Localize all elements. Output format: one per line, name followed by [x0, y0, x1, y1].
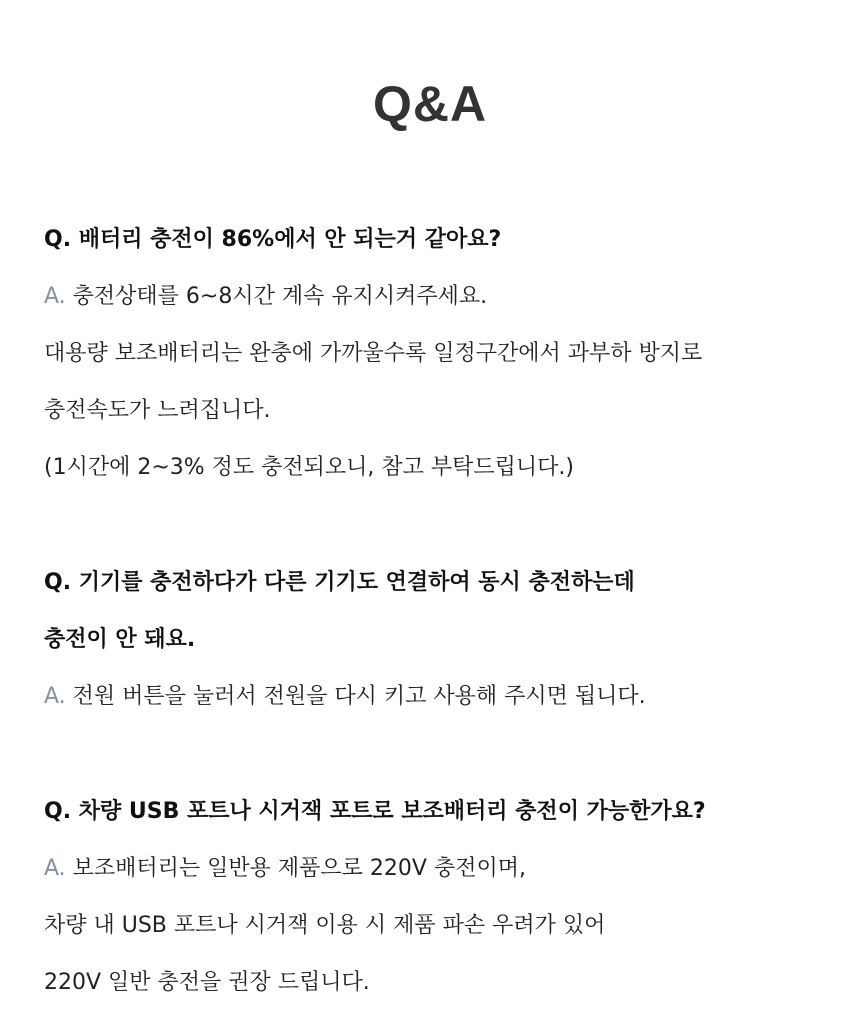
answer-text: 220V 일반 충전을 권장 드립니다.	[44, 970, 370, 995]
answer-prefix: A.	[44, 856, 66, 881]
answer-text: 전원 버튼을 눌러서 전원을 다시 키고 사용해 주시면 됩니다.	[72, 684, 646, 709]
answer-text: 충전상태를 6~8시간 계속 유지시켜주세요.	[72, 284, 488, 309]
question-text: 충전이 안 돼요.	[44, 627, 196, 652]
question-text: Q. 차량 USB 포트나 시거잭 포트로 보조배터리 충전이 가능한가요?	[44, 799, 706, 824]
answer-first-line	[44, 268, 834, 325]
answer-prefix: A.	[44, 684, 66, 709]
qa-item	[44, 783, 834, 1011]
answer-text: (1시간에 2~3% 정도 충전되오니, 참고 부탁드립니다.)	[44, 455, 574, 480]
answer-first-line	[44, 668, 834, 725]
answer-text: 충전속도가 느려집니다.	[44, 398, 271, 423]
answer-text: 차량 내 USB 포트나 시거잭 이용 시 제품 파손 우려가 있어	[44, 913, 606, 938]
answer-prefix: A.	[44, 284, 66, 309]
answer-first-line	[44, 840, 834, 897]
page-title: Q&A	[372, 76, 488, 132]
question-text: Q. 기기를 충전하다가 다른 기기도 연결하여 동시 충전하는데	[44, 570, 635, 595]
qa-item	[44, 211, 834, 496]
answer-text: 보조배터리는 일반용 제품으로 220V 충전이며,	[72, 856, 526, 881]
question-text: Q. 배터리 충전이 86%에서 안 되는거 같아요?	[44, 227, 502, 252]
answer-text: 대용량 보조배터리는 완충에 가까울수록 일정구간에서 과부하 방지로	[44, 341, 703, 366]
qa-item	[44, 554, 834, 725]
